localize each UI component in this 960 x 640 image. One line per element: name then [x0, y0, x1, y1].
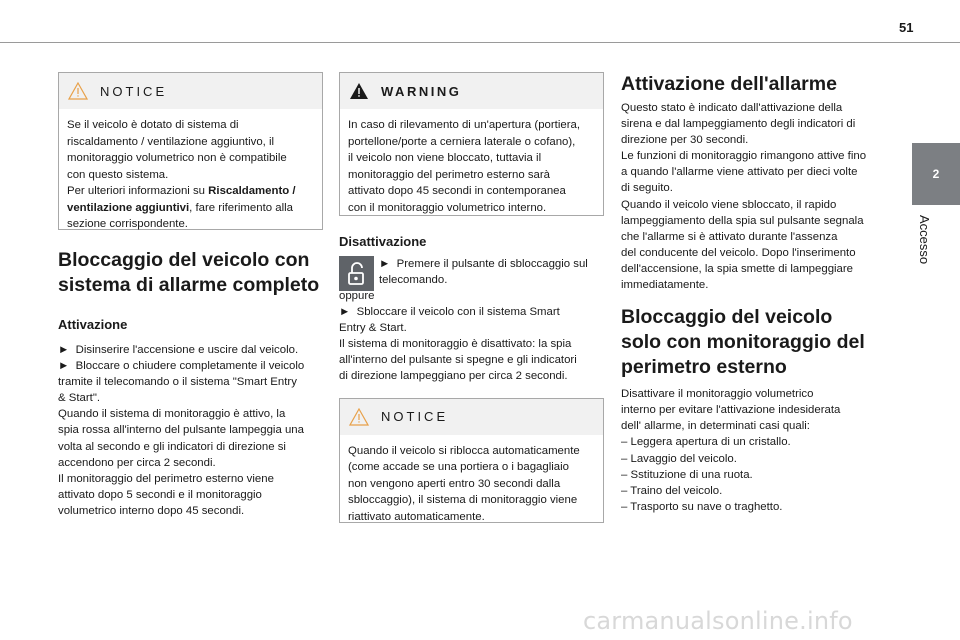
section-title: sistema di allarme completo: [58, 274, 320, 296]
subsection-title: Disattivazione: [339, 234, 427, 249]
header-rule: [0, 42, 960, 43]
text-line: riattivato automaticamente.: [348, 510, 485, 523]
text-line: telecomando.: [379, 274, 448, 287]
text-line: non vengono aperti entro 30 secondi dalla: [348, 477, 561, 490]
watermark: carmanualsonline.info: [583, 607, 853, 635]
text-line: attivato dopo 5 secondi e il monitoraggio: [58, 488, 262, 501]
section-title: Bloccaggio del veicolo: [621, 306, 833, 329]
chapter-label: Accesso: [917, 215, 932, 265]
warning-header: [340, 73, 603, 109]
text-line: all'interno del pulsante si spegne e gli indicatori: [339, 354, 577, 367]
section-title: solo con monitoraggio del: [621, 331, 865, 354]
text-line: sezione corrispondente.: [67, 218, 188, 230]
text-line: oppure: [339, 290, 375, 302]
text-line: che l'allarme si è attivato durante l'assenza: [621, 230, 838, 243]
notice-title: NOTICE: [100, 83, 168, 99]
text-line: In caso di rilevamento di un'apertura (portiera,: [348, 119, 581, 131]
column-middle: [339, 72, 604, 523]
warning-text: [340, 109, 603, 225]
section-title: Bloccaggio del veicolo con: [58, 249, 310, 271]
page-number: 51: [899, 20, 914, 35]
text-line: tramite il telecomando o il sistema "Smart Entry: [58, 376, 297, 389]
notice-box-heating: [58, 72, 323, 230]
warning-title: WARNING: [381, 83, 462, 99]
section-title: Attivazione dell'allarme: [621, 73, 837, 95]
section-full-alarm: [58, 248, 323, 519]
list-item: – Lavaggio del veicolo.: [621, 452, 737, 465]
text-line: lampeggiamento della spia sul pulsante segnala: [621, 214, 864, 227]
step-item: ► Sbloccare il veicolo con il sistema Smart: [339, 306, 560, 319]
text-line: Quando il veicolo viene sbloccato, il rapido: [621, 198, 837, 211]
step-item: ► Disinserire l'accensione e uscire dal veicolo.: [58, 344, 299, 356]
caution-triangle-icon: [68, 82, 88, 100]
section-title: perimetro esterno: [621, 356, 787, 379]
chapter-tab[interactable]: [912, 143, 960, 205]
text-line: & Start".: [58, 392, 101, 405]
text-line: con il monitoraggio volumetrico interno.: [348, 201, 547, 214]
caution-triangle-icon: [349, 408, 369, 426]
notice-header: [59, 73, 322, 109]
text-line: Disattivare il monitoraggio volumetrico: [621, 388, 814, 401]
text-line: Le funzioni di monitoraggio rimangono attive fino: [621, 150, 867, 163]
text-line: dell' allarme, in determinati casi quali:: [621, 420, 810, 433]
column-right: [621, 72, 891, 515]
list-item: – Leggera apertura di un cristallo.: [621, 436, 791, 449]
text-line: attivato dopo 45 secondi in contemporanea: [348, 185, 566, 197]
text-line: interno per evitare l'attivazione indesiderata: [621, 404, 841, 417]
text-line: il veicolo non viene bloccato, tuttavia il: [348, 152, 542, 164]
text-line: Per ulteriori informazioni su Riscaldamento /: [67, 185, 296, 197]
text-line: portellone/porte a cerniera laterale o cofano),: [348, 135, 576, 148]
text-line: dell'accensione, la spia smette di lampeggiare: [621, 262, 854, 275]
section-deactivation: [339, 234, 604, 385]
unlock-padlock-icon: [339, 256, 374, 291]
subsection-title: Attivazione: [58, 317, 128, 332]
text-line: di seguito.: [621, 182, 673, 195]
list-item: – Trasporto su nave o traghetto.: [621, 500, 783, 513]
notice-box-relock: [339, 398, 604, 523]
column-left: [58, 72, 323, 519]
text-line: del conducente del veicolo. Dopo l'inserimento: [621, 246, 856, 259]
text-line: accendono per circa 2 secondi.: [58, 456, 216, 469]
text-line: immediatamente.: [621, 279, 709, 292]
text-line: con questo sistema.: [67, 168, 169, 181]
unlock-step: [339, 256, 604, 291]
text-line: volta al secondo e gli indicatori di direzione si: [58, 440, 286, 453]
text-line: direzione per 30 secondi.: [621, 134, 749, 147]
notice-title: NOTICE: [381, 409, 449, 425]
text-line: riscaldamento / ventilazione aggiuntivo, il: [67, 135, 275, 148]
chapter-number: 2: [932, 167, 940, 181]
text-line: Entry & Start.: [339, 322, 407, 335]
list-item: – Sstituzione di una ruota.: [621, 468, 753, 481]
notice-text: [59, 109, 322, 242]
bold-reference: ventilazione aggiuntivi: [67, 201, 190, 214]
text-line: sbloccaggio), il sistema di monitoraggio viene: [348, 494, 578, 507]
text-line: monitoraggio del perimetro esterno sarà: [348, 168, 550, 181]
text-line: Quando il sistema di monitoraggio è attivo, la: [58, 408, 286, 421]
text-line: Quando il veicolo si riblocca automaticamente: [348, 444, 580, 457]
warning-box: [339, 72, 604, 216]
text-line: (come accade se una portiera o i bagagliaio: [348, 461, 569, 474]
bold-reference: Riscaldamento /: [208, 185, 296, 197]
text-line: spia rossa all'interno del pulsante lampeggia una: [58, 424, 304, 437]
text-line: Se il veicolo è dotato di sistema di: [67, 119, 239, 131]
text-line: Il monitoraggio del perimetro esterno viene: [58, 472, 274, 485]
text-line: di direzione lampeggiano per circa 2 secondi.: [339, 370, 568, 383]
text-line: Il sistema di monitoraggio è disattivato: la spia: [339, 338, 572, 351]
list-item: – Traino del veicolo.: [621, 484, 723, 497]
alarm-activation-text: [621, 100, 891, 293]
notice-header: [340, 399, 603, 435]
text-line: ventilazione aggiuntivi, fare riferimento alla: [67, 201, 293, 214]
warning-triangle-icon: [349, 82, 369, 100]
text-line: monitoraggio volumetrico non è compatibile: [67, 152, 287, 164]
text-line: Questo stato è indicato dall'attivazione della: [621, 102, 843, 114]
text-line: a quando l'allarme viene attivato per dieci volte: [621, 166, 858, 179]
step-item: ► Premere il pulsante di sbloccaggio sul: [379, 258, 588, 270]
text-line: volumetrico interno dopo 45 secondi.: [58, 504, 245, 517]
notice-text: [340, 435, 603, 535]
text-line: sirena e dal lampeggiamento degli indicatori di: [621, 118, 856, 131]
step-item: ► Bloccare o chiudere completamente il veicolo: [58, 360, 305, 373]
section-perimeter-lock: [621, 305, 891, 515]
